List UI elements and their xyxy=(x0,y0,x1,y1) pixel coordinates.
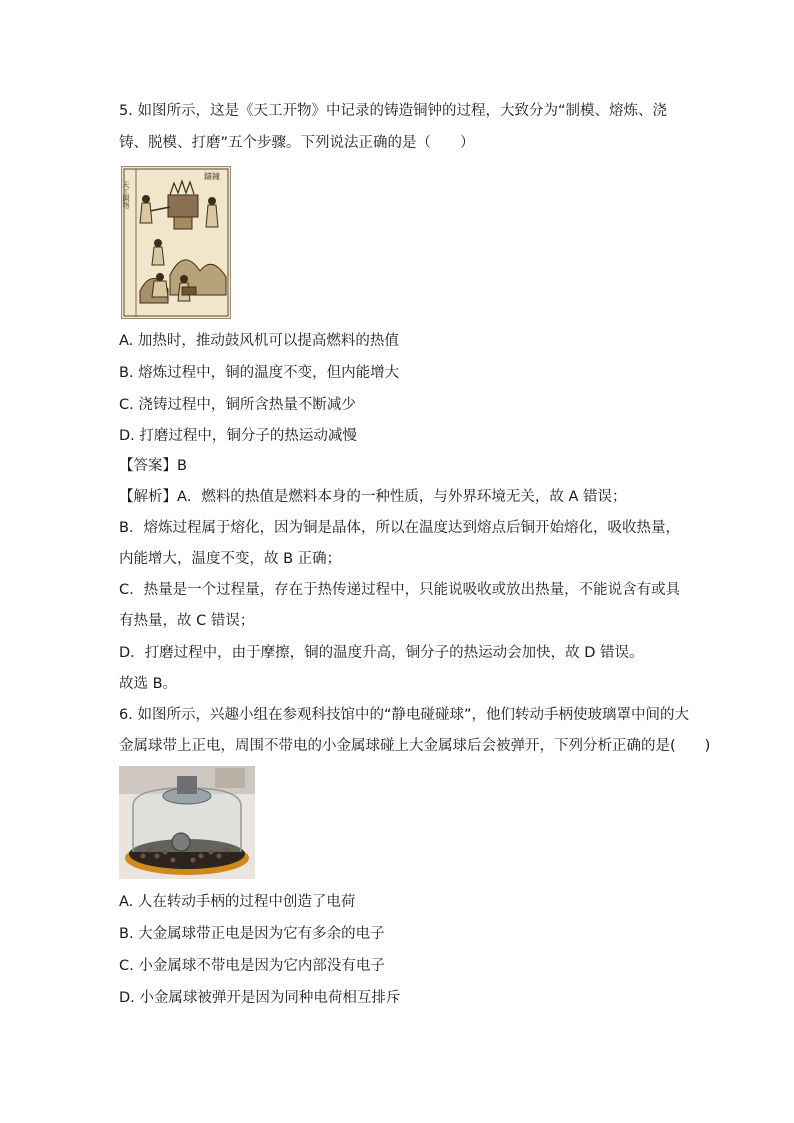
q5-stem-line-2: 铸、脱模、打磨”五个步骤。下列说法正确的是（ ） xyxy=(119,135,475,151)
q5-analysis-line-1: 【解析】A．燃料的热值是燃料本身的一种性质，与外界环境无关，故 A 错误； xyxy=(119,489,627,505)
q5-analysis-line-5: 有热量，故 C 错误； xyxy=(119,613,255,629)
figure-corner-text: 鑄鐘 xyxy=(204,172,220,181)
q6-figure-electrostatic-balls-photo xyxy=(119,766,255,879)
q5-analysis-line-3: 内能增大，温度不变，故 B 正确； xyxy=(119,551,342,567)
q6-stem-line-2: 金属球带上正电，周围不带电的小金属球碰上大金属球后会被弹开，下列分析正确的是( ) xyxy=(119,738,711,754)
q5-analysis-line-7: 故选 B。 xyxy=(119,676,178,692)
q5-analysis-line-4: C．热量是一个过程量，存在于热传递过程中，只能说吸收或放出热量，不能说含有或具 xyxy=(119,582,681,598)
q5-answer: 【答案】B xyxy=(119,458,187,474)
q5-option-c: C. 浇铸过程中，铜所含热量不断减少 xyxy=(119,397,356,413)
q6-option-b: B. 大金属球带正电是因为它有多余的电子 xyxy=(119,926,385,942)
q6-option-d: D. 小金属球被弹开是因为同种电荷相互排斥 xyxy=(119,990,401,1006)
q6-option-a: A. 人在转动手柄的过程中创造了电荷 xyxy=(119,894,356,910)
q5-analysis-line-6: D．打磨过程中，由于摩擦，铜的温度升高，铜分子的热运动会加快，故 D 错误。 xyxy=(119,645,644,661)
q6-option-c: C. 小金属球不带电是因为它内部没有电子 xyxy=(119,958,385,974)
q5-option-b: B. 熔炼过程中，铜的温度不变，但内能增大 xyxy=(119,365,400,381)
q5-analysis-line-2: B．熔炼过程属于熔化，因为铜是晶体，所以在温度达到熔点后铜开始熔化，吸收热量， xyxy=(119,520,680,536)
q5-figure-bell-casting-woodcut xyxy=(121,166,231,319)
q5-option-a: A. 加热时，推动鼓风机可以提高燃料的热值 xyxy=(119,333,399,349)
q5-option-d: D. 打磨过程中，铜分子的热运动减慢 xyxy=(119,428,357,444)
figure-side-text: 天工開物 xyxy=(122,181,130,209)
q6-stem-line-1: 6. 如图所示，兴趣小组在参观科技馆中的“静电碰碰球”，他们转动手柄使玻璃罩中间的大 xyxy=(119,707,689,723)
q5-stem-line-1: 5. 如图所示，这是《天工开物》中记录的铸造铜钟的过程，大致分为“制模、熔炼、浇 xyxy=(119,103,667,119)
